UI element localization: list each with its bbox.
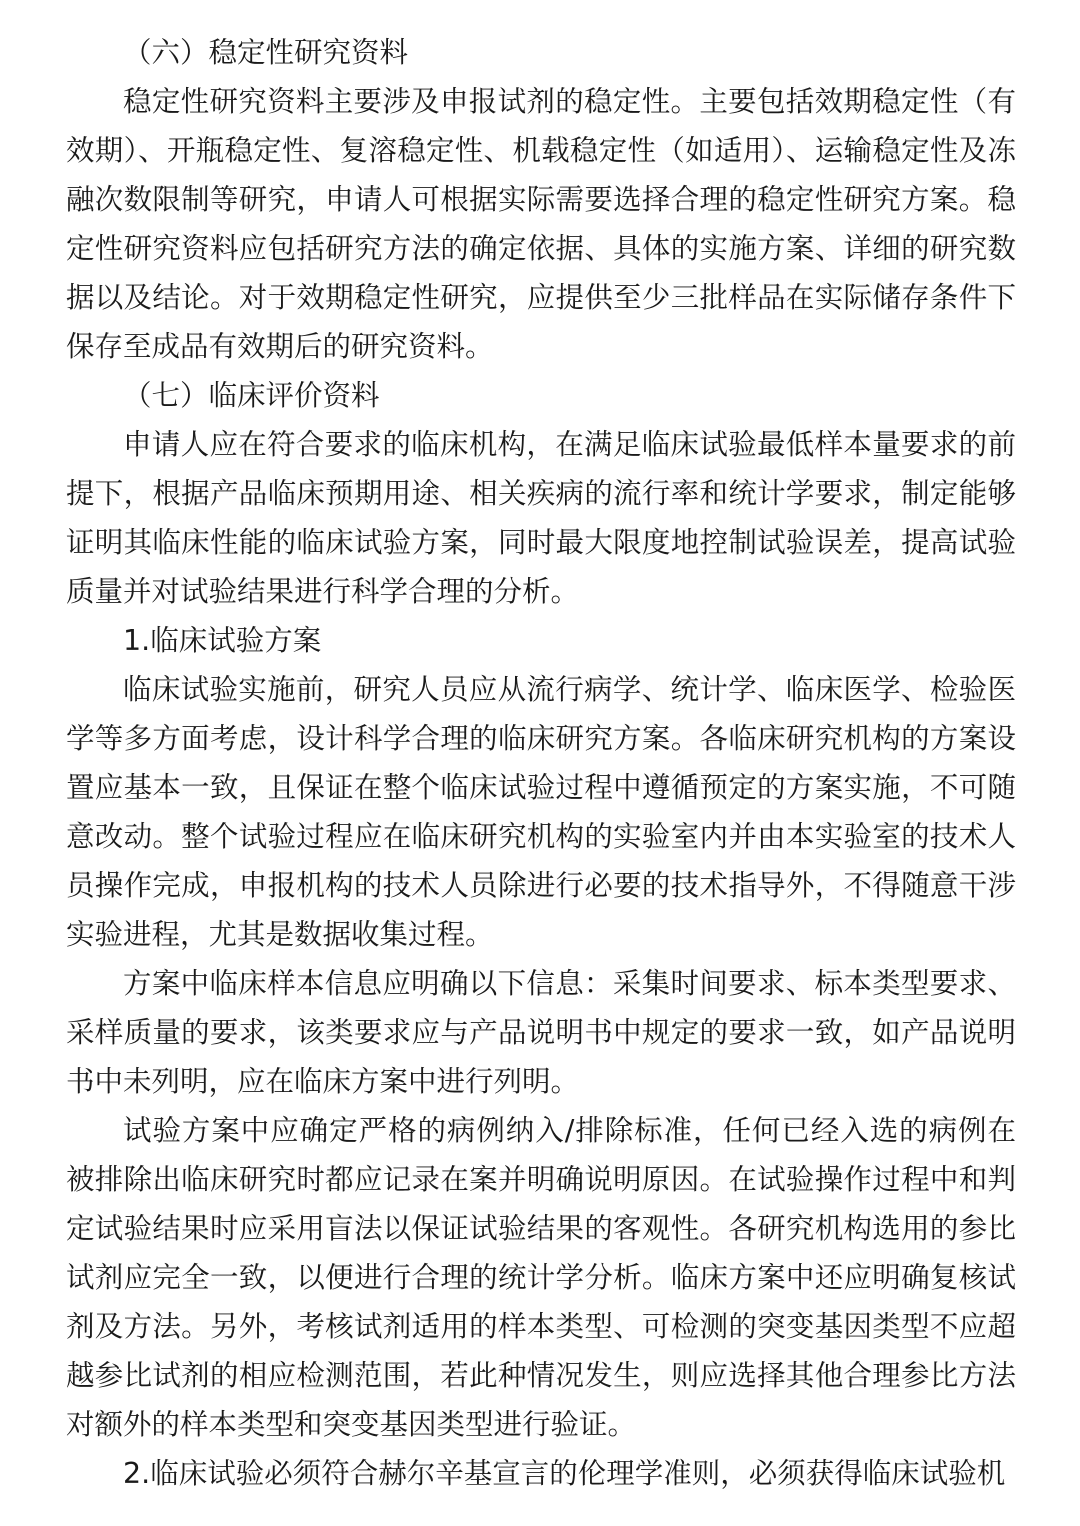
document-body (66, 28, 1016, 1498)
section-heading-stability: （六）稳定性研究资料 (123, 36, 409, 69)
paragraph-sample-information: 方案中临床样本信息应明确以下信息：采集时间要求、标本类型要求、采样质量的要求，该类要求应与产品说明书中规定的要求一致，如产品说明书中未列明，应在临床方案中进行列明。 (66, 967, 1016, 1098)
paragraph-stability: 稳定性研究资料主要涉及申报试剂的稳定性。主要包括效期稳定性（有效期）、开瓶稳定性、复溶稳定性、机载稳定性（如适用）、运输稳定性及冻融次数限制等研究，申请人可根据实际需要选择合理的稳定性研究方案。稳定性研究资料应包括研究方法的确定依据、具体的实施方案、详细的研究数据以及结论。对于效期稳定性研究，应提供至少三批样品在实际储存条件下保存至成品有效期后的研究资料。 (66, 85, 1016, 363)
paragraph-trial-implementation: 临床试验实施前，研究人员应从流行病学、统计学、临床医学、检验医学等多方面考虑，设计科学合理的临床研究方案。各临床研究机构的方案设置应基本一致，且保证在整个临床试验过程中遵循预定的方案实施，不可随意改动。整个试验过程应在临床研究机构的实验室内并由本实验室的技术人员操作完成，申报机构的技术人员除进行必要的技术指导外，不得随意干涉实验进程，尤其是数据收集过程。 (66, 673, 1016, 951)
section-heading-clinical-evaluation: （七）临床评价资料 (123, 379, 380, 412)
paragraph-ethics: 2.临床试验必须符合赫尔辛基宣言的伦理学准则，必须获得临床试验机 (123, 1457, 1006, 1490)
paragraph-clinical-evaluation: 申请人应在符合要求的临床机构，在满足临床试验最低样本量要求的前提下，根据产品临床预期用途、相关疾病的流行率和统计学要求，制定能够证明其临床性能的临床试验方案，同时最大限度地控制试验误差，提高试验质量并对试验结果进行科学合理的分析。 (66, 428, 1016, 608)
paragraph-inclusion-exclusion: 试验方案中应确定严格的病例纳入/排除标准，任何已经入选的病例在被排除出临床研究时都应记录在案并明确说明原因。在试验操作过程中和判定试验结果时应采用盲法以保证试验结果的客观性。各研究机构选用的参比试剂应完全一致，以便进行合理的统计学分析。临床方案中还应明确复核试剂及方法。另外，考核试剂适用的样本类型、可检测的突变基因类型不应超越参比试剂的相应检测范围，若此种情况发生，则应选择其他合理参比方法对额外的样本类型和突变基因类型进行验证。 (66, 1114, 1016, 1441)
subheading-clinical-trial-plan: 1.临床试验方案 (123, 624, 322, 657)
